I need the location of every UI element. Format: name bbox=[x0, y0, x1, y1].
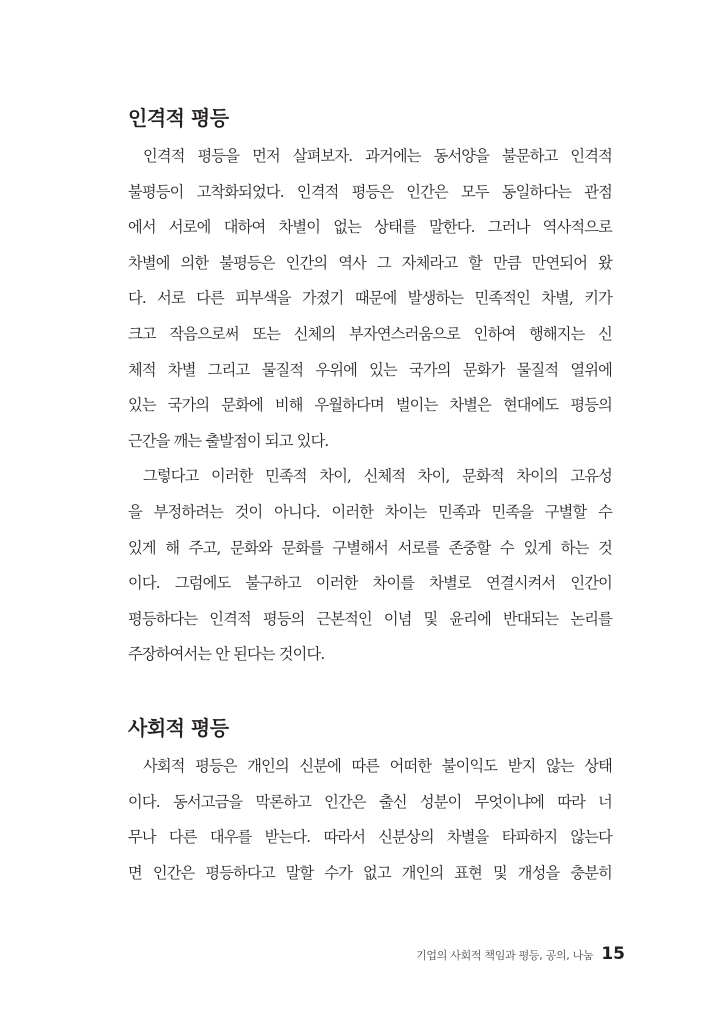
text-line: 이다. 그럼에도 불구하고 이러한 차이를 차별로 연결시켜서 인간이 bbox=[128, 574, 612, 593]
text-line: 그렇다고 이러한 민족적 차이, 신체적 차이, 문화적 차이의 고유성 bbox=[143, 467, 612, 486]
text-line: 평등하다는 인격적 평등의 근본적인 이념 및 윤리에 반대되는 논리를 bbox=[128, 609, 612, 628]
text-line: 주장하여서는 안 된다는 것이다. bbox=[128, 645, 325, 664]
text-line: 불평등이 고착화되었다. 인격적 평등은 인간은 모두 동일하다는 관점 bbox=[128, 182, 612, 201]
running-title: 기업의 사회적 책임과 평등, 공의, 나눔 bbox=[416, 949, 594, 962]
text-line: 을 부정하려는 것이 아니다. 이러한 차이는 민족과 민족을 구별할 수 bbox=[128, 502, 612, 521]
section-personal-equality bbox=[128, 103, 612, 673]
text-line: 이다. 동서고금을 막론하고 인간은 출신 성분이 무엇이냐에 따라 너 bbox=[128, 792, 612, 811]
section-heading: 인격적 평등 bbox=[128, 106, 229, 130]
page-footer bbox=[416, 944, 625, 964]
text-line: 있게 해 주고, 문화와 문화를 구별해서 서로를 존중할 수 있게 하는 것 bbox=[128, 538, 612, 557]
section-body bbox=[128, 749, 612, 891]
text-line: 면 인간은 평등하다고 말할 수가 없고 개인의 표현 및 개성을 충분히 bbox=[128, 863, 612, 882]
section-heading: 사회적 평등 bbox=[128, 716, 229, 740]
text-line: 크고 작음으로써 또는 신체의 부자연스러움으로 인하여 행해지는 신 bbox=[128, 324, 612, 343]
text-line: 무나 다른 대우를 받는다. 따라서 신분상의 차별을 타파하지 않는다 bbox=[128, 828, 612, 847]
section-social-equality bbox=[128, 713, 612, 891]
text-line: 체적 차별 그리고 물질적 우위에 있는 국가의 문화가 물질적 열위에 bbox=[128, 360, 612, 379]
text-line: 인격적 평등을 먼저 살펴보자. 과거에는 동서양을 불문하고 인격적 bbox=[143, 147, 612, 165]
text-line: 에서 서로에 대하여 차별이 없는 상태를 말한다. 그러나 역사적으로 bbox=[128, 218, 612, 237]
section-body bbox=[128, 139, 612, 673]
text-line: 근간을 깨는 출발점이 되고 있다. bbox=[128, 431, 329, 450]
text-line: 차별에 의한 불평등은 인간의 역사 그 자체라고 할 만큼 만연되어 왔 bbox=[128, 253, 612, 272]
text-line: 다. 서로 다른 피부색을 가졌기 때문에 발생하는 민족적인 차별, 키가 bbox=[128, 289, 612, 308]
text-line: 사회적 평등은 개인의 신분에 따른 어떠한 불이익도 받지 않는 상태 bbox=[143, 757, 612, 775]
page-number: 15 bbox=[601, 944, 625, 964]
text-line: 있는 국가의 문화에 비해 우월하다며 벌이는 차별은 현대에도 평등의 bbox=[128, 396, 612, 415]
